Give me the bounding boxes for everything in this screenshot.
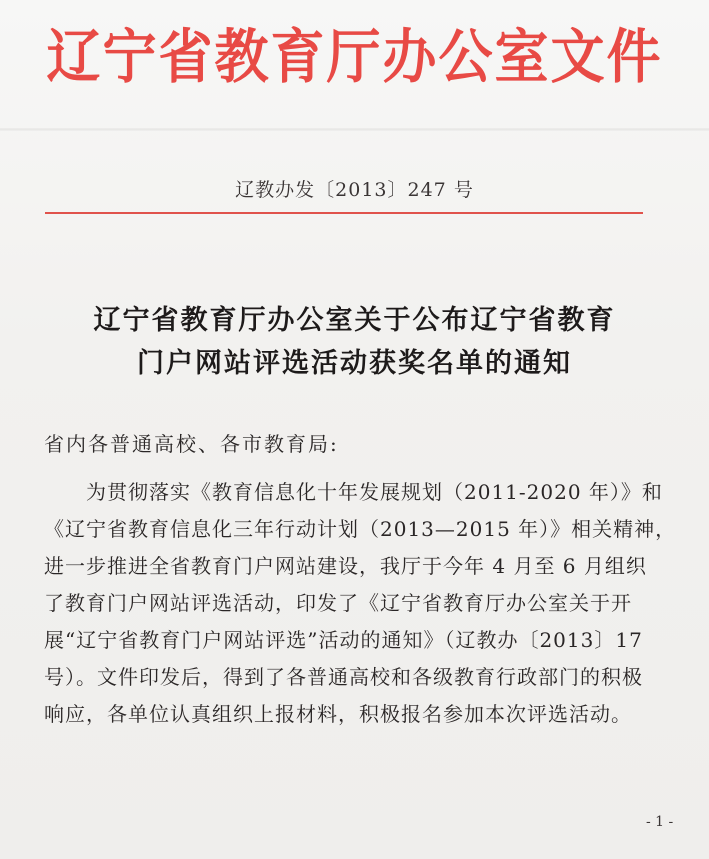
- body-line-3: 进一步推进全省教育门户网站建设，我厅于今年 4 月至 6 月组织: [44, 554, 647, 578]
- page-number: - 1 -: [646, 814, 674, 830]
- body-paragraph: [44, 474, 684, 733]
- body-line-5: 展“辽宁省教育门户网站评选”活动的通知》（辽教办〔2013〕17: [44, 628, 643, 652]
- body-line-4: 了教育门户网站评选活动，印发了《辽宁省教育厅办公室关于开: [44, 591, 632, 615]
- body-line-6: 号）。文件印发后，得到了各普通高校和各级教育行政部门的积极: [44, 665, 643, 689]
- masthead: 辽宁省教育厅办公室文件: [46, 22, 663, 91]
- document-title-line-1: 辽宁省教育厅办公室关于公布辽宁省教育: [93, 305, 616, 336]
- body-line-2: 《辽宁省教育信息化三年行动计划（2013—2015 年）》相关精神，: [44, 517, 677, 541]
- document-number: 辽教办发〔2013〕247 号: [235, 179, 474, 201]
- document-title-line-2: 门户网站评选活动获奖名单的通知: [137, 348, 572, 379]
- red-rule-divider: [45, 212, 643, 214]
- body-line-7: 响应，各单位认真组织上报材料，积极报名参加本次评选活动。: [44, 702, 632, 726]
- paper-fold: [0, 128, 709, 131]
- body-line-1: 为贯彻落实《教育信息化十年发展规划（2011-2020 年）》和: [44, 480, 663, 504]
- salutation: 省内各普通高校、各市教育局:: [44, 432, 339, 456]
